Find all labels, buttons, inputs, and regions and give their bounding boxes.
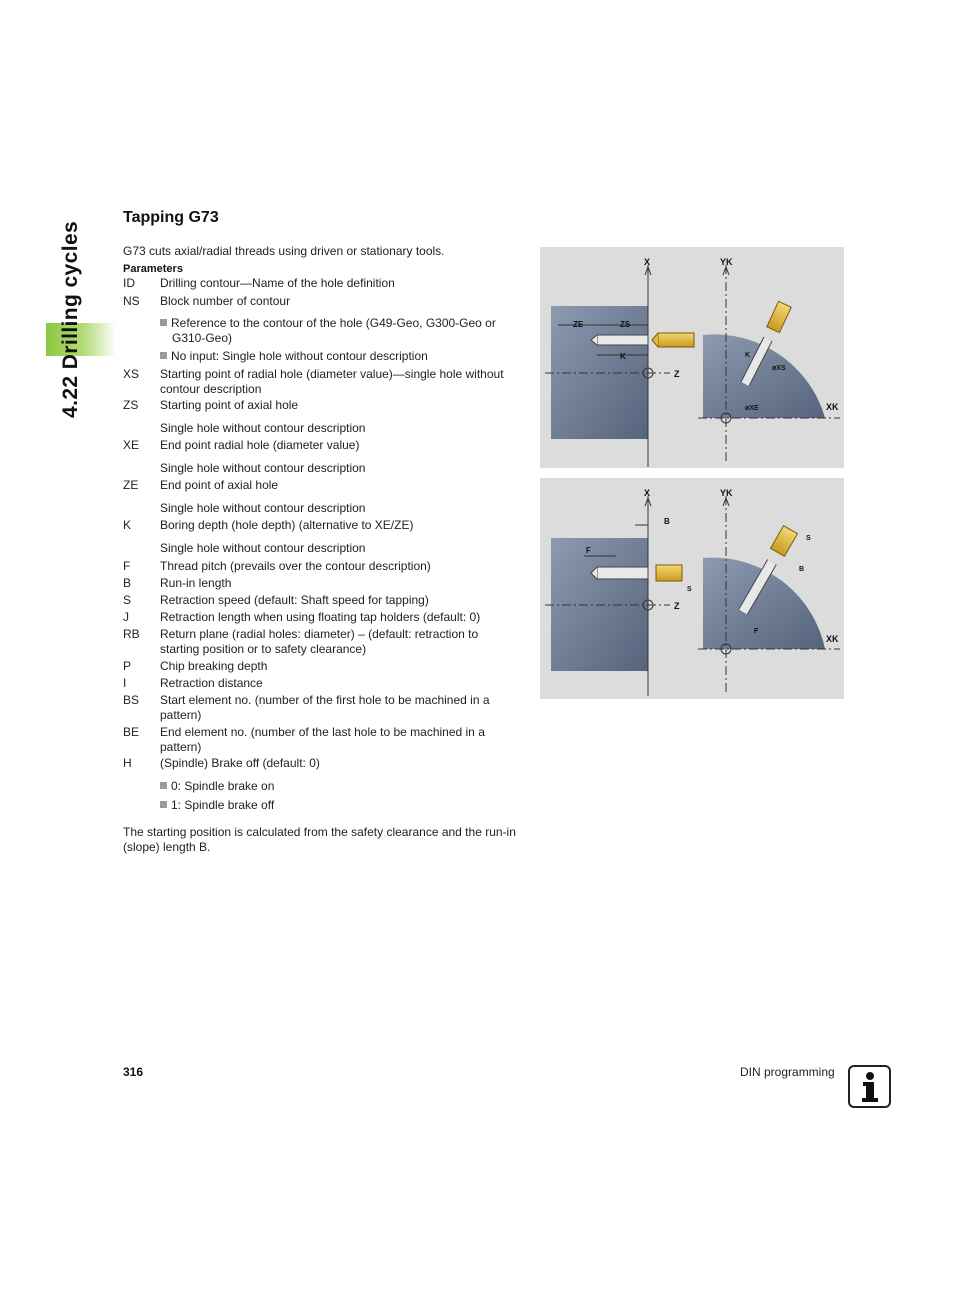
xk-axis-label: XK: [826, 402, 839, 412]
param-code: XE: [123, 438, 140, 452]
axial-thread: [597, 567, 648, 579]
section-title: 4.22 Drilling cycles: [59, 220, 82, 418]
page-number: 316: [123, 1065, 144, 1079]
param-code: I: [123, 676, 127, 690]
s-radial-label: S: [806, 535, 811, 542]
param-code: ZS: [123, 398, 139, 412]
k-label: K: [620, 352, 626, 361]
zs-note: Single hole without contour description: [160, 421, 366, 435]
xs-label: øXS: [772, 365, 786, 372]
option-text: 1: Spindle brake off: [171, 798, 275, 812]
param-desc: Start element no. (number of the first hole to be machined in a pattern): [160, 693, 490, 722]
x-axis-label: X: [644, 257, 651, 267]
ns-option-contour: [160, 316, 520, 345]
s-label: S: [687, 586, 692, 593]
param-code: S: [123, 593, 132, 607]
option-text-cont: G310-Geo): [172, 330, 233, 345]
param-desc: Boring depth (hole depth) (alternative to XE/ZE): [160, 518, 414, 532]
page-title: Tapping G73: [123, 209, 219, 226]
param-desc: Thread pitch (prevails over the contour description): [160, 559, 431, 573]
z-axis-label: Z: [674, 369, 680, 379]
bullet-square-icon: [160, 352, 167, 359]
k-radial-label: K: [745, 352, 751, 359]
param-desc: Retraction distance: [160, 676, 263, 690]
param-desc: (Spindle) Brake off (default: 0): [160, 756, 320, 770]
param-code: XS: [123, 367, 140, 381]
option-text: No input: Single hole without contour description: [171, 349, 428, 363]
option-text: 0: Spindle brake on: [171, 779, 275, 793]
param-desc: Retraction length when using floating tap holders (default: 0): [160, 610, 481, 624]
z-axis-label: Z: [674, 601, 680, 611]
b-radial-label: B: [799, 566, 805, 573]
radial-tap-tool: [767, 301, 792, 332]
intro-text: G73 cuts axial/radial threads using driven or stationary tools.: [123, 244, 445, 258]
param-code: J: [123, 610, 129, 624]
k-note: Single hole without contour description: [160, 541, 366, 555]
figure-tapping-parameters: [540, 478, 844, 699]
param-code: ZE: [123, 478, 139, 492]
param-desc: Starting point of axial hole: [160, 398, 299, 412]
axial-tap-tool: [658, 333, 694, 347]
param-desc: Run-in length: [160, 576, 232, 590]
param-code: K: [123, 518, 132, 532]
option-text: Reference to the contour of the hole (G49-Geo, G300-Geo or: [171, 316, 496, 330]
chapter-title: DIN programming: [740, 1065, 835, 1079]
yk-axis-label: YK: [720, 488, 733, 498]
param-code: F: [123, 559, 131, 573]
param-code: ID: [123, 276, 135, 290]
f-label: F: [586, 546, 591, 555]
ns-option-single: [160, 349, 520, 364]
param-code: H: [123, 756, 132, 770]
axial-tap-tool: [656, 565, 682, 581]
param-code: RB: [123, 627, 140, 641]
bullet-square-icon: [160, 782, 167, 789]
parameters-heading: Parameters: [123, 263, 183, 275]
radial-tap-tool: [771, 526, 798, 557]
param-desc: Block number of contour: [160, 294, 291, 308]
figure-1-drawing: [540, 247, 844, 468]
param-code: NS: [123, 294, 140, 308]
ze-label: ZE: [573, 320, 584, 329]
param-desc: Drilling contour—Name of the hole definition: [160, 276, 395, 290]
param-desc: Chip breaking depth: [160, 659, 268, 673]
bullet-square-icon: [160, 319, 167, 326]
info-icon: [848, 1065, 891, 1108]
xe-label: øXE: [745, 405, 759, 412]
param-desc: End point of axial hole: [160, 478, 279, 492]
f-radial-label: F: [754, 628, 759, 635]
h-option-1: [160, 798, 520, 813]
param-code: B: [123, 576, 132, 590]
param-desc: Starting point of radial hole (diameter value)—single hole without contour description: [160, 367, 504, 396]
ze-note: Single hole without contour description: [160, 501, 366, 515]
axial-hole: [597, 335, 648, 345]
param-desc: End point radial hole (diameter value): [160, 438, 360, 452]
xe-note: Single hole without contour description: [160, 461, 366, 475]
param-desc: Retraction speed (default: Shaft speed for tapping): [160, 593, 429, 607]
x-axis-label: X: [644, 488, 651, 498]
param-desc: End element no. (number of the last hole to be machined in a pattern): [160, 725, 485, 754]
bullet-square-icon: [160, 801, 167, 808]
param-desc: Return plane (radial holes: diameter) – (default: retraction to starting position or to safety clearance): [160, 627, 479, 656]
figure-tapping-geometry: [540, 247, 844, 468]
zs-label: ZS: [620, 320, 631, 329]
param-code: P: [123, 659, 132, 673]
param-code: BE: [123, 725, 140, 739]
b-label: B: [664, 517, 670, 526]
closing-note: The starting position is calculated from the safety clearance and the run-in (slope) length B.: [123, 825, 516, 854]
figure-2-drawing: [540, 478, 844, 699]
xk-axis-label: XK: [826, 634, 839, 644]
yk-axis-label: YK: [720, 257, 733, 267]
h-option-0: [160, 779, 520, 794]
param-code: BS: [123, 693, 140, 707]
